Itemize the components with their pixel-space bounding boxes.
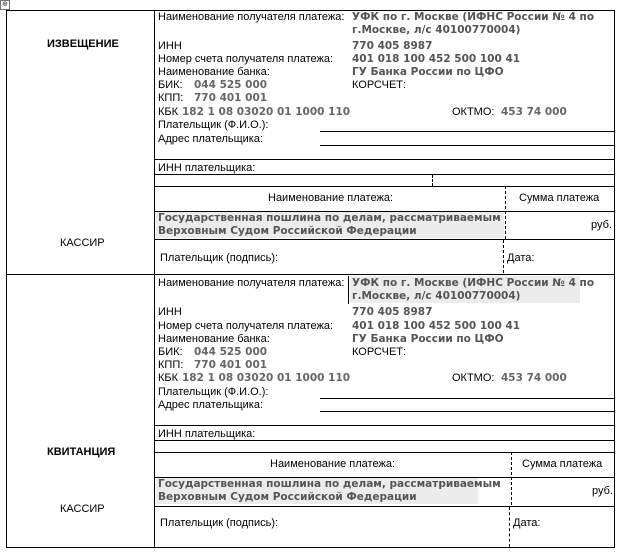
frame-bottom [6,547,615,548]
payer-address-field-line-2[interactable] [154,425,615,426]
frame-right [614,10,615,548]
payer-inn-dashed-marker [432,175,433,186]
payee-label: Наименование получателя платежа: [158,11,345,23]
account-value: 401 018 100 452 500 100 41 [352,53,521,65]
payer-inn-field-line[interactable] [154,440,615,441]
payee-value-line1: УФК по г. Москве (ИФНС России № 4 по [352,277,595,289]
payer-inn-label: ИНН плательщика: [158,428,256,440]
payment-name-header: Наименование платежа: [270,458,396,470]
bank-label: Наименование банка: [158,66,270,78]
payment-header-top [154,186,615,187]
payee-value-divider [348,276,349,304]
receipt-title: КВИТАНЦИЯ [47,446,116,458]
kpp-value: 770 401 001 [194,359,268,371]
signature-label: Плательщик (подпись): [160,517,279,529]
payer-inn-field-line[interactable] [154,174,615,175]
payment-columns-separator [511,452,512,505]
receipt-cashier-label: КАССИР [60,503,105,515]
oktmo-value: 453 74 000 [501,372,567,384]
payment-desc-line2: Верховным Судом Российской Федерации [158,491,417,503]
payee-value-line2: г.Москве, л/с 40100770004) [352,290,521,302]
payment-desc-line1: Государственная пошлина по делам, рассматриваемым [158,212,501,224]
kbk-value: 182 1 08 03020 01 1000 110 [182,372,351,384]
payer-field-line[interactable] [320,398,615,399]
payer-label: Плательщик (Ф.И.О.): [158,386,269,398]
section-divider [6,274,615,275]
korschet-label: КОРСЧЕТ: [352,346,407,358]
payment-header-top [154,452,615,453]
payment-row-bottom [154,239,615,240]
signature-label: Плательщик (подпись): [160,252,279,264]
bik-label: БИК: [158,346,183,358]
notice-title: ИЗВЕЩЕНИЕ [47,38,119,50]
date-label: Дата: [513,517,541,529]
kbk-label: КБК [158,106,179,118]
signature-date-separator [509,507,510,547]
payment-sum-header: Сумма платежа [522,458,603,470]
date-label: Дата: [507,252,535,264]
payer-field-line[interactable] [320,131,615,132]
kbk-label: КБК [158,372,179,384]
payer-address-label: Адрес плательщика: [158,133,264,145]
payer-address-field-line-2[interactable] [154,159,615,160]
payment-currency: руб. [591,219,612,231]
bik-value: 044 525 000 [194,79,268,91]
payer-address-field-line[interactable] [320,411,615,412]
kpp-label: КПП: [158,359,184,371]
payer-label: Плательщик (Ф.И.О.): [158,119,269,131]
signature-date-separator [503,240,504,273]
kbk-value: 182 1 08 03020 01 1000 110 [182,106,351,118]
payment-desc-line1: Государственная пошлина по делам, рассматриваемым [158,478,501,490]
payment-columns-separator [505,186,506,239]
payee-value-line2: г.Москве, л/с 40100770004) [352,24,521,36]
payment-desc-line2: Верховным Судом Российской Федерации [158,225,417,237]
payment-sum-header: Сумма платежа [519,192,600,204]
payer-address-field-line[interactable] [320,145,615,146]
bank-label: Наименование банка: [158,333,270,345]
account-label: Номер счета получателя платежа: [158,53,334,65]
bik-value: 044 525 000 [194,346,268,358]
account-value: 401 018 100 452 500 100 41 [352,320,521,332]
payer-address-label: Адрес плательщика: [158,399,264,411]
column-divider [154,10,155,548]
kpp-label: КПП: [158,92,184,104]
inn-label: ИНН [158,306,182,318]
kpp-value: 770 401 001 [194,92,268,104]
table-move-handle-icon[interactable]: ⊕ [0,0,10,10]
bank-value: ГУ Банка России по ЦФО [352,333,504,345]
payment-name-header: Наименование платежа: [268,192,394,204]
oktmo-label: ОКТМО: [452,372,495,384]
payment-currency: руб. [592,485,613,497]
korschet-label: КОРСЧЕТ: [352,79,407,91]
oktmo-label: ОКТМО: [452,106,495,118]
account-label: Номер счета получателя платежа: [158,320,334,332]
oktmo-value: 453 74 000 [501,106,567,118]
payee-label: Наименование получателя платежа: [158,277,345,289]
payment-row-bottom [154,506,615,507]
payee-value-line1: УФК по г. Москве (ИФНС России № 4 по [352,11,595,23]
inn-value: 770 405 8987 [352,40,433,52]
payer-inn-label: ИНН плательщика: [158,162,256,174]
frame-left [6,10,7,548]
inn-value: 770 405 8987 [352,306,433,318]
bik-label: БИК: [158,79,183,91]
bank-value: ГУ Банка России по ЦФО [352,66,504,78]
inn-label: ИНН [158,40,182,52]
notice-cashier-label: КАССИР [60,237,105,249]
